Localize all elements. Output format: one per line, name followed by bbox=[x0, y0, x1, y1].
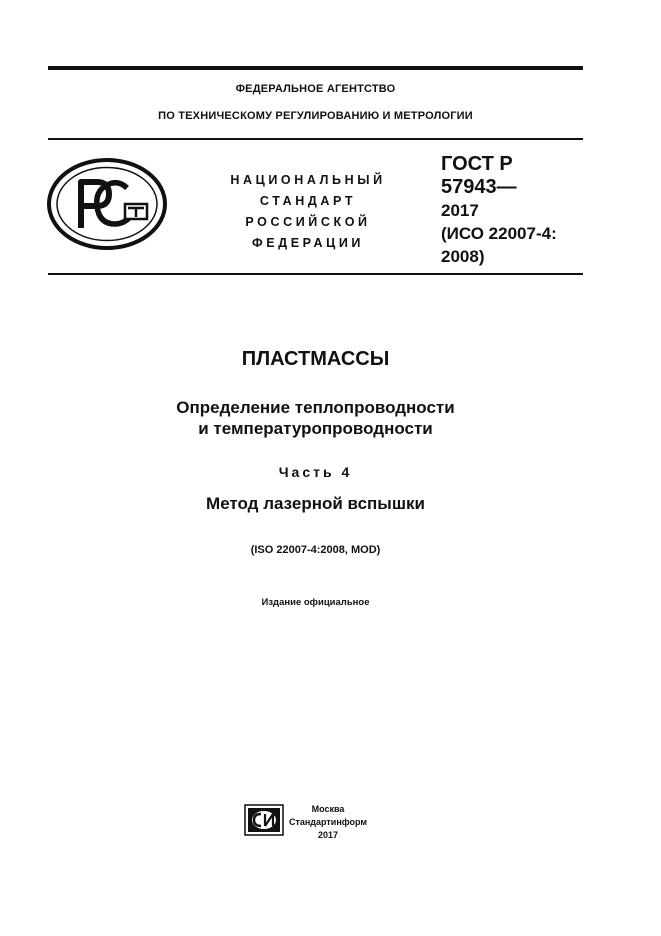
standard-block-rule bbox=[48, 273, 583, 275]
national-line-1: НАЦИОНАЛЬНЫЙ bbox=[230, 173, 386, 187]
edition-note: Издание официальное bbox=[261, 597, 370, 608]
gost-line-2: 57943— bbox=[441, 176, 517, 198]
agency-line-1: ФЕДЕРАЛЬНОЕ АГЕНТСТВО bbox=[235, 83, 396, 95]
publisher-name: Стандартинформ bbox=[288, 817, 368, 827]
publisher-info bbox=[288, 803, 368, 842]
agency-line-2: ПО ТЕХНИЧЕСКОМУ РЕГУЛИРОВАНИЮ И МЕТРОЛОГИИ bbox=[158, 110, 473, 122]
publisher-city: Москва bbox=[311, 804, 345, 814]
gost-designation bbox=[441, 153, 581, 268]
document-subtitle-line-1: Определение теплопроводности bbox=[176, 398, 455, 417]
gost-line-1: ГОСТ Р bbox=[441, 153, 513, 175]
document-subtitle-line-2: и температуропроводности bbox=[198, 419, 433, 438]
standartinform-logo-icon bbox=[244, 804, 284, 836]
iso-reference: (ISO 22007-4:2008, MOD) bbox=[250, 544, 381, 556]
top-rule bbox=[48, 66, 583, 70]
document-part-title: Метод лазерной вспышки bbox=[206, 494, 425, 513]
document-part: Часть 4 bbox=[278, 464, 353, 480]
national-line-3: РОССИЙСКОЙ bbox=[245, 215, 371, 229]
gost-line-5: 2008) bbox=[441, 247, 485, 266]
national-line-2: СТАНДАРТ bbox=[259, 194, 357, 208]
gost-line-4: (ИСО 22007-4: bbox=[441, 224, 557, 243]
gost-r-logo-icon bbox=[47, 158, 167, 250]
national-standard-label bbox=[218, 170, 398, 254]
header-rule bbox=[48, 138, 583, 140]
gost-line-3: 2017 bbox=[441, 201, 479, 220]
national-line-4: ФЕДЕРАЦИИ bbox=[251, 236, 364, 250]
document-title: ПЛАСТМАССЫ bbox=[241, 348, 390, 370]
publisher-year: 2017 bbox=[317, 830, 339, 840]
